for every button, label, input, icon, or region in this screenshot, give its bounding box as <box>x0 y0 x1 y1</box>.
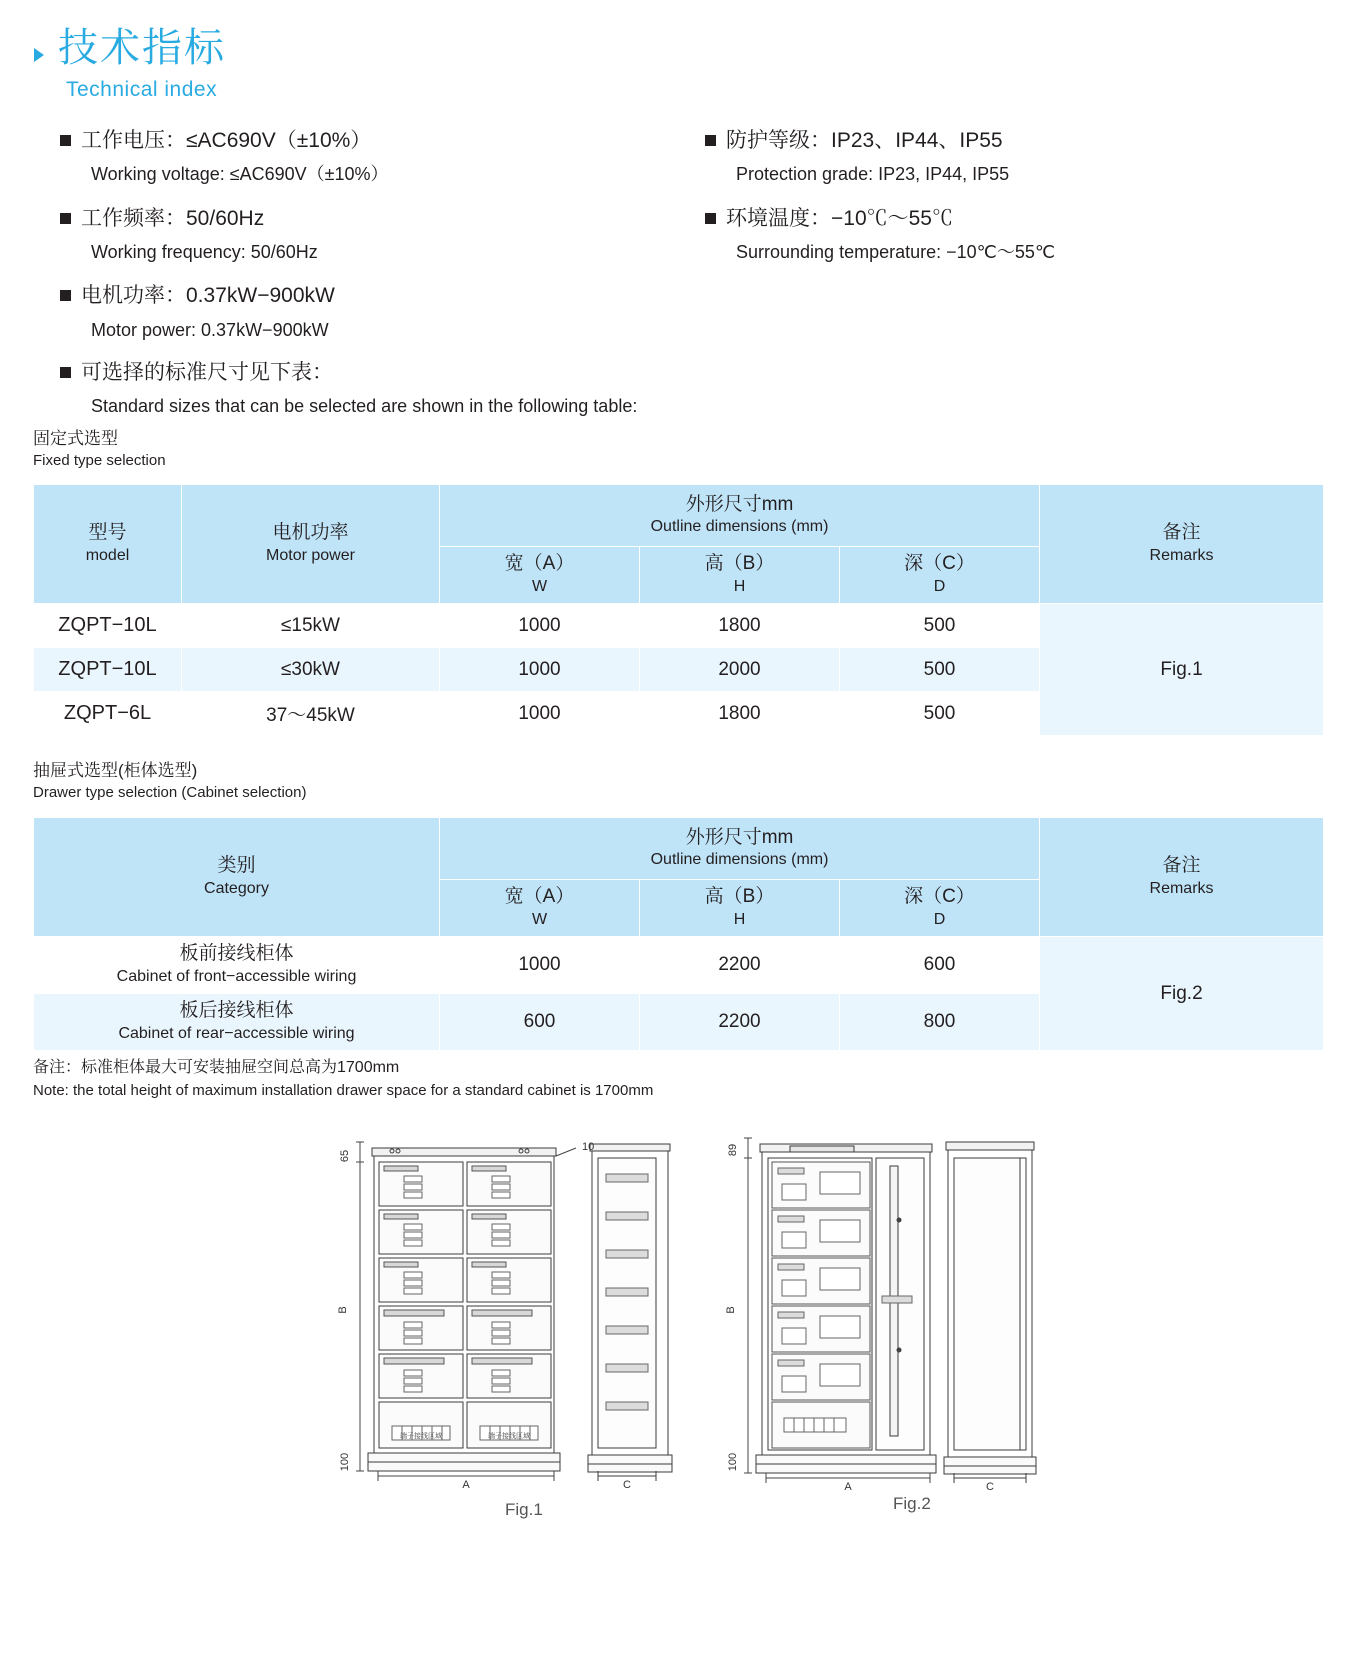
cell-depth: 500 <box>840 648 1040 692</box>
caption-en: Fixed type selection <box>33 451 166 469</box>
cell-width: 600 <box>440 994 640 1051</box>
table-row <box>34 937 1324 994</box>
th-depth-en: D <box>933 910 946 928</box>
cell-width: 1000 <box>440 937 640 994</box>
spec-item-surrounding-temperature <box>705 204 1325 266</box>
th-height-en: H <box>733 577 746 595</box>
th-category-cn: 类别 <box>217 855 256 877</box>
fig1-terminal-zone-right: 端子接线区域 <box>488 1433 530 1440</box>
cell-depth: 500 <box>840 692 1040 736</box>
cell-model: ZQPT−6L <box>34 692 182 736</box>
cell-category-front <box>34 937 440 994</box>
cell-height: 2200 <box>640 937 840 994</box>
spec-cn-line <box>60 358 1060 388</box>
th-width-en: W <box>531 577 548 595</box>
caption-cn: 抽屉式选型(柜体选型) <box>33 761 198 780</box>
spec-cn-line <box>705 126 1325 156</box>
cell-category-en: Cabinet of rear−accessible wiring <box>118 1024 355 1042</box>
table-note <box>33 1056 653 1103</box>
th-motor-power-en: Motor power <box>266 546 355 564</box>
th-height-cn: 高（B） <box>704 886 775 908</box>
th-height <box>640 880 840 937</box>
note-en: Note: the total height of maximum installation drawer space for a standard cabinet is 1700mm <box>33 1082 654 1099</box>
cell-category-en: Cabinet of front−accessible wiring <box>116 967 357 985</box>
note-cn: 备注：标准柜体最大可安装抽屉空间总高为1700mm <box>33 1059 400 1076</box>
spec-text-cn: 工作电压：≤AC690V（±10%） <box>81 129 372 152</box>
table-row <box>34 604 1324 648</box>
th-height-en: H <box>733 910 746 928</box>
spec-text-en: Standard sizes that can be selected are shown in the following table: <box>91 396 638 417</box>
cell-category-cn: 板前接线柜体 <box>179 943 294 965</box>
spec-text-cn: 防护等级：IP23、IP44、IP55 <box>726 129 1003 152</box>
table-header-row <box>34 485 1324 547</box>
th-height <box>640 547 840 604</box>
th-remarks-cn: 备注 <box>1162 855 1201 877</box>
dim-B-label-fig1: B <box>337 1306 349 1314</box>
square-bullet-icon <box>60 290 71 301</box>
caption-fixed-type <box>33 428 166 471</box>
cell-model: ZQPT−10L <box>34 648 182 692</box>
spec-cn-line <box>60 126 670 156</box>
th-remarks-cn: 备注 <box>1162 522 1201 544</box>
caption-cn: 固定式选型 <box>33 429 118 448</box>
cell-depth: 800 <box>840 994 1040 1051</box>
th-remarks <box>1040 485 1324 604</box>
spec-text-en: Motor power: 0.37kW−900kW <box>91 319 329 340</box>
th-outline-cn: 外形尺寸mm <box>685 826 794 848</box>
cell-depth: 600 <box>840 937 1040 994</box>
th-remarks-en: Remarks <box>1149 879 1214 897</box>
th-width-cn: 宽（A） <box>504 886 575 908</box>
cell-width: 1000 <box>440 692 640 736</box>
cell-width: 1000 <box>440 648 640 692</box>
th-model-cn: 型号 <box>88 522 127 544</box>
th-motor-power <box>182 485 440 604</box>
fig2-side-view <box>944 1142 1036 1483</box>
th-width <box>440 547 640 604</box>
fig1-terminal-zone-left: 端子接线区域 <box>400 1433 442 1440</box>
spec-item-standard-sizes <box>60 358 1060 420</box>
dim-C-label-fig1: C <box>623 1479 631 1491</box>
th-outline-en: Outline dimensions (mm) <box>650 851 829 869</box>
cell-power: ≤30kW <box>182 648 440 692</box>
fig1-front-cabinet <box>368 1148 560 1471</box>
spec-text-en: Working voltage: ≤AC690V（±10%） <box>91 164 389 185</box>
th-width <box>440 880 640 937</box>
drawings-svg <box>0 1100 1357 1540</box>
spec-text-cn: 电机功率：0.37kW−900kW <box>81 284 335 308</box>
dim-89-label: 89 <box>727 1143 739 1157</box>
spec-text-cn: 环境温度：−10℃～55℃ <box>726 206 953 230</box>
th-width-cn: 宽（A） <box>504 553 575 575</box>
spec-item-motor-power <box>60 281 670 343</box>
th-depth-cn: 深（C） <box>904 886 975 908</box>
th-height-cn: 高（B） <box>704 553 775 575</box>
spec-text-cn: 可选择的标准尺寸见下表： <box>81 361 333 384</box>
square-bullet-icon <box>60 213 71 224</box>
fig2-caption: Fig.2 <box>893 1494 931 1513</box>
page-header <box>34 26 226 102</box>
th-outline-cn: 外形尺寸mm <box>685 493 794 515</box>
spec-cn-line <box>60 281 670 311</box>
th-category-en: Category <box>204 879 269 897</box>
spec-column-left <box>60 126 670 359</box>
technical-drawings <box>0 1100 1357 1540</box>
spec-item-working-voltage <box>60 126 670 188</box>
square-bullet-icon <box>705 135 716 146</box>
cell-power: ≤15kW <box>182 604 440 648</box>
th-remarks-en: Remarks <box>1149 546 1214 564</box>
cell-category-rear <box>34 994 440 1051</box>
spec-text-cn: 工作频率：50/60Hz <box>81 206 265 230</box>
caption-en: Drawer type selection (Cabinet selection) <box>33 783 307 801</box>
th-motor-power-cn: 电机功率 <box>272 522 349 544</box>
fig1-caption: Fig.1 <box>505 1500 543 1519</box>
cell-height: 2000 <box>640 648 840 692</box>
spec-item-working-frequency <box>60 204 670 266</box>
table-drawer-type-selection <box>33 817 1324 1051</box>
cell-width: 1000 <box>440 604 640 648</box>
dim-B-label-fig2: B <box>725 1306 737 1314</box>
spec-cn-line <box>705 204 1325 234</box>
square-bullet-icon <box>705 213 716 224</box>
caption-drawer-type <box>33 760 306 803</box>
th-outline-dimensions <box>440 818 1040 880</box>
th-depth <box>840 547 1040 604</box>
square-bullet-icon <box>60 135 71 146</box>
cell-height: 2200 <box>640 994 840 1051</box>
cell-power: 37～45kW <box>182 692 440 736</box>
table-fixed-type-selection <box>33 484 1324 736</box>
dim-A-label-fig1: A <box>462 1479 470 1491</box>
th-width-en: W <box>531 910 548 928</box>
dim-100-label-fig1: 100 <box>339 1452 351 1472</box>
th-depth-en: D <box>933 577 946 595</box>
fig1-side-view <box>588 1144 672 1481</box>
spec-text-en: Surrounding temperature: −10℃～55℃ <box>736 242 1056 263</box>
fig2-front-cabinet <box>756 1144 936 1473</box>
cell-model: ZQPT−10L <box>34 604 182 648</box>
dim-C-label-fig2: C <box>986 1481 994 1493</box>
th-outline-en: Outline dimensions (mm) <box>650 518 829 536</box>
th-remarks <box>1040 818 1324 937</box>
th-depth-cn: 深（C） <box>904 553 975 575</box>
cell-category-cn: 板后接线柜体 <box>179 1000 294 1022</box>
cell-remark-fig1: Fig.1 <box>1040 604 1324 736</box>
cell-remark-fig2: Fig.2 <box>1040 937 1324 1051</box>
spec-column-right <box>705 126 1325 281</box>
spec-cn-line <box>60 204 670 234</box>
cell-depth: 500 <box>840 604 1040 648</box>
page-subtitle: Technical index <box>66 78 218 101</box>
dim-65-label: 65 <box>339 1149 351 1163</box>
title-row <box>34 26 226 70</box>
cell-height: 1800 <box>640 604 840 648</box>
spec-text-en: Working frequency: 50/60Hz <box>91 242 318 263</box>
dim-10-label: 10 <box>582 1141 595 1153</box>
cell-height: 1800 <box>640 692 840 736</box>
square-bullet-icon <box>60 367 71 378</box>
triangle-bullet-icon <box>34 48 44 62</box>
page-title: 技术指标 <box>58 26 226 70</box>
th-category <box>34 818 440 937</box>
th-model-en: model <box>85 546 130 564</box>
table-header-row <box>34 818 1324 880</box>
th-outline-dimensions <box>440 485 1040 547</box>
th-model <box>34 485 182 604</box>
dim-A-label-fig2: A <box>844 1481 852 1493</box>
th-depth <box>840 880 1040 937</box>
spec-item-protection-grade <box>705 126 1325 188</box>
dim-100-label-fig2: 100 <box>727 1452 739 1472</box>
spec-text-en: Protection grade: IP23, IP44, IP55 <box>736 164 1010 185</box>
